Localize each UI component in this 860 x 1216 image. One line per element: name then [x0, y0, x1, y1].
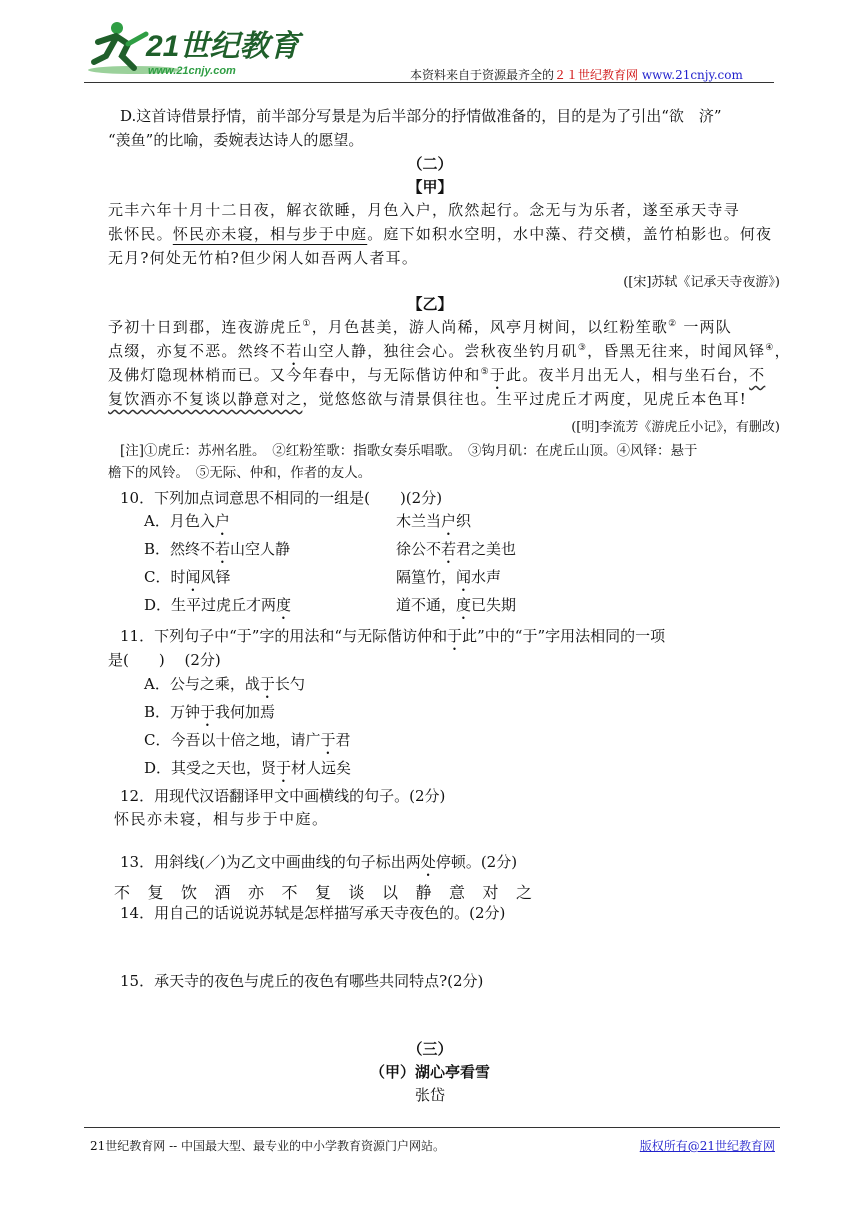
yi-source: ([明]李流芳《游虎丘小记》，有删改) — [571, 420, 780, 435]
site-logo — [84, 16, 300, 78]
yi-line4 — [108, 387, 747, 412]
yi-dotted-yu: 于 — [489, 366, 507, 384]
yi-line1-a: 予初十日到郡，连夜游虎丘 — [108, 318, 303, 336]
yi-line3-b: 此。夜半月出无人，相与坐石台， — [506, 366, 750, 384]
jia-underlined-sentence: 怀民亦未寝，相与步于中庭 — [172, 225, 368, 243]
q13-char: 饮 — [181, 883, 198, 902]
section-3-heading: （三） — [407, 1040, 453, 1058]
dotted-char: 处 — [420, 853, 436, 871]
header-source — [410, 66, 743, 83]
header-source-site: ２１世纪教育网 — [554, 68, 639, 82]
q10-option-d-right: 道不通，度已失期 — [396, 596, 517, 614]
jia-label: 【甲】 — [407, 178, 453, 196]
jia-line2-end: 。庭下如积水空明，水中藻、荇交横，盖竹柏影也。何夜 — [367, 225, 773, 243]
yi-line4-b: ，觉悠悠欲与清景俱往也。生平过虎丘才两度，见虎丘本色耳! — [302, 390, 748, 408]
section-2-heading: （二） — [407, 155, 453, 173]
q13-char: 酒 — [214, 883, 231, 902]
yi-line2-d: ， — [774, 342, 791, 360]
q13-char: 意 — [449, 883, 466, 902]
footnote-5-marker: ⑤ — [480, 367, 490, 377]
header-rule — [84, 82, 774, 83]
q10-option-c-left: C．时闻风铎 — [144, 568, 231, 586]
jia-source: ([宋]苏轼《记承天寺夜游》) — [623, 275, 780, 290]
q11-option-a: A．公与之乘，战于长勺 — [144, 675, 305, 693]
jia-line2 — [108, 222, 772, 247]
q12-sentence: 怀民亦未寝，相与步于中庭。 — [114, 810, 329, 828]
q12-stem: 12．用现代汉语翻译甲文中画横线的句子。(2分) — [120, 787, 446, 805]
dotted-char: 户 — [441, 512, 457, 530]
yi-wavy-start: 不 — [749, 366, 766, 384]
q15-stem: 15．承天寺的夜色与虎丘的夜色有哪些共同特点?(2分) — [120, 972, 484, 990]
dotted-char: 度 — [456, 596, 472, 614]
q10-option-b-right: 徐公不若君之美也 — [396, 540, 517, 558]
yi-line3-a: 及佛灯隐现林梢而已。又今年春中，与无际偕访仲和 — [108, 366, 481, 384]
dotted-char: 于 — [200, 703, 216, 721]
option-d-line2: “羡鱼”的比喻，委婉表达诗人的愿望。 — [108, 131, 364, 149]
logo-text: 21世纪教育 — [146, 30, 300, 63]
dotted-char: 若 — [215, 540, 231, 558]
q13-char: 复 — [315, 883, 332, 902]
jia-line2-start: 张怀民。 — [108, 225, 173, 243]
q13-char: 亦 — [248, 883, 265, 902]
footer-rule — [84, 1127, 780, 1128]
q11-option-b: B．万钟于我何加焉 — [144, 703, 276, 721]
q11-stem: 11．下列句子中“于”字的用法和“与无际偕访仲和于此”中的“于”字用法相同的一项 — [120, 627, 666, 645]
dotted-char: 户 — [214, 512, 230, 530]
yi-line1-c: 一两队 — [683, 318, 732, 336]
q13-char: 不 — [281, 883, 298, 902]
yi-wavy-sentence: 复饮酒亦不复谈以静意对之 — [108, 390, 303, 408]
dotted-char: 若 — [441, 540, 457, 558]
yi-line2-b: 山空人静，独往会心。尝秋夜坐钓月矶 — [302, 342, 578, 360]
q14-stem: 14．用自己的话说说苏轼是怎样描写承天寺夜色的。(2分) — [120, 904, 506, 922]
dotted-char: 于 — [259, 675, 275, 693]
yi-line2-c: ，昏黑无往来，时闻风铎 — [587, 342, 766, 360]
dotted-char: 闻 — [456, 568, 472, 586]
q10-option-d-left: D．生平过虎丘才两度 — [144, 596, 292, 614]
yi-dotted-ruo: 若 — [286, 342, 303, 360]
q13-char: 不 — [114, 883, 131, 902]
yi-label: 【乙】 — [407, 295, 453, 313]
q11-option-d: D．其受之天也，贤于材人远矣 — [144, 759, 352, 777]
q11-stem-line2: 是( ) (2分) — [108, 651, 221, 669]
dotted-char: 于 — [320, 731, 336, 749]
section-3-title: （甲）湖心亭看雪 — [369, 1063, 490, 1081]
footer-copyright-link[interactable]: 版权所有@21世纪教育网 — [639, 1139, 775, 1153]
jia-line1: 元丰六年十月十二日夜，解衣欲睡，月色入户，欣然起行。念无与为乐者，遂至承天寺寻 — [108, 201, 740, 219]
q13-stem: 13．用斜线(／)为乙文中画曲线的句子标出两处停顿。(2分) — [120, 853, 518, 871]
q10-option-c-right: 隔篁竹，闻水声 — [396, 568, 502, 586]
dotted-char: 度 — [276, 596, 292, 614]
yi-line1 — [108, 315, 732, 340]
q10-option-a-left: A．月色入户 — [144, 512, 230, 530]
yi-line1-b: ，月色甚美，游人尚稀，风亭月树间，以红粉笙歌 — [311, 318, 669, 336]
q10-stem: 10．下列加点词意思不相同的一组是( )(2分) — [120, 489, 443, 507]
dotted-char: 于 — [447, 627, 463, 645]
note-line2: 檐下的风铃。 ⑤无际、仲和，作者的友人。 — [108, 465, 372, 481]
yi-line2-a: 点缀，亦复不恶。然终不 — [108, 342, 287, 360]
q13-char: 静 — [415, 883, 432, 902]
q13-char: 对 — [482, 883, 499, 902]
dotted-char: 闻 — [185, 568, 201, 586]
section-3-author: 张岱 — [414, 1086, 445, 1104]
q13-char: 以 — [382, 883, 399, 902]
q13-char: 谈 — [348, 883, 365, 902]
footer-left: 21世纪教育网 -- 中国最大型、最专业的中小学教育资源门户网站。 — [90, 1139, 446, 1153]
q10-option-b-left: B．然终不若山空人静 — [144, 540, 291, 558]
q13-char-row — [114, 883, 550, 902]
q13-char: 复 — [147, 883, 164, 902]
runner-logo-icon — [84, 16, 300, 78]
note-line1: [注]①虎丘：苏州名胜。 ②红粉笙歌：指歌女奏乐唱歌。 ③钩月矶：在虎丘山顶。④风铎：悬于 — [120, 443, 698, 459]
footnote-1-marker: ① — [302, 319, 312, 329]
logo-url: www.21cnjy.com — [148, 65, 236, 77]
q10-option-a-right: 木兰当户织 — [396, 512, 472, 530]
q13-char: 之 — [516, 883, 533, 902]
footnote-4-marker: ④ — [765, 343, 775, 353]
q11-option-c: C．今吾以十倍之地，请广于君 — [144, 731, 351, 749]
dotted-char: 于 — [276, 759, 292, 777]
option-d-line1: D.这首诗借景抒情，前半部分写景是为后半部分的抒情做准备的，目的是为了引出“欲 济” — [120, 107, 722, 125]
header-source-prefix: 本资料来自于资源最齐全的 — [410, 68, 555, 82]
footnote-2-marker: ② — [668, 319, 678, 329]
header-source-url[interactable]: www.21cnjy.com — [641, 68, 743, 82]
jia-line3: 无月?何处无竹柏?但少闲人如吾两人者耳。 — [108, 249, 419, 267]
footnote-3-marker: ③ — [577, 343, 588, 353]
